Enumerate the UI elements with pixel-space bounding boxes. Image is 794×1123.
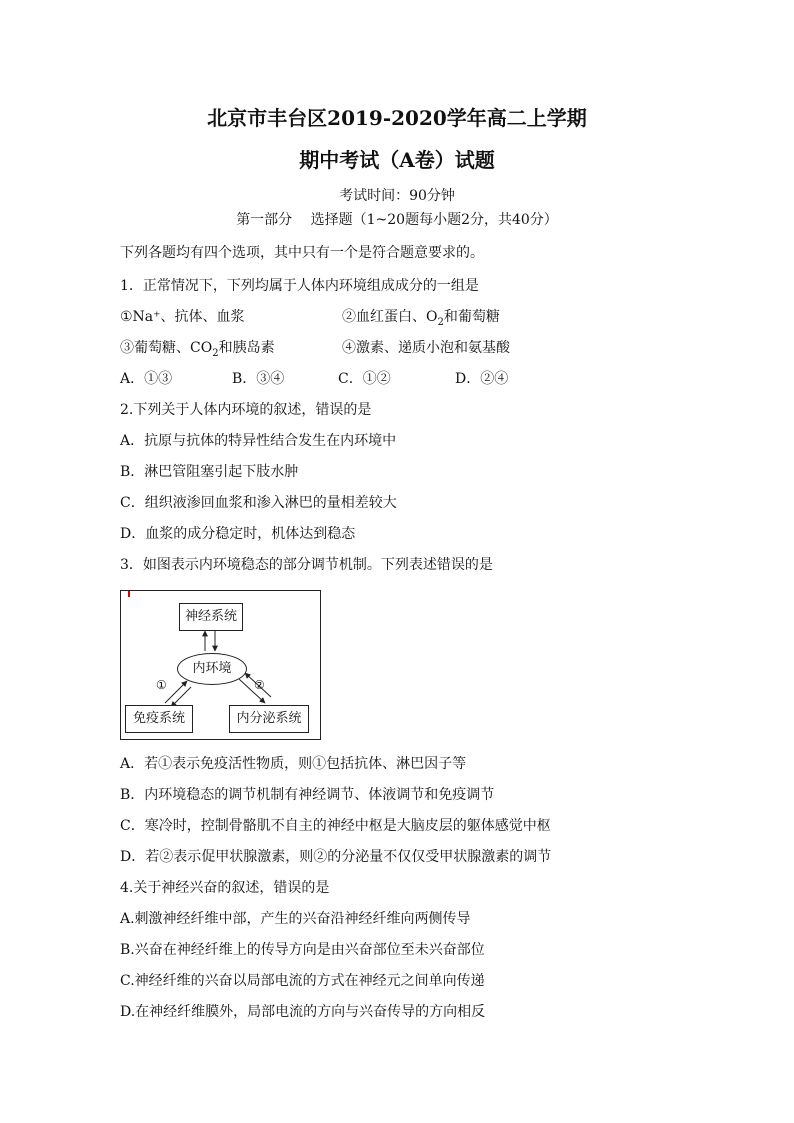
q4-stem: 4.关于神经兴奋的叙述，错误的是 <box>120 880 330 896</box>
q1-option-b: B．③④ <box>232 371 285 387</box>
q3-option-c: C．寒冷时，控制骨骼肌不自主的神经中枢是大脑皮层的躯体感觉中枢 <box>120 818 551 834</box>
q4-option-d: D.在神经纤维膜外，局部电流的方向与兴奋传导的方向相反 <box>120 1004 486 1020</box>
q4-option-a: A.刺激神经纤维中部，产生的兴奋沿神经纤维向两侧传导 <box>120 911 471 927</box>
red-mark <box>128 591 130 597</box>
q1-item-3: ③葡萄糖、$CO_2$和胰岛素 <box>120 340 275 359</box>
q4-option-b: B.兴奋在神经纤维上的传导方向是由兴奋部位至未兴奋部位 <box>120 942 485 958</box>
q1-item-2: ②血红蛋白、$O_2$和葡萄糖 <box>342 309 500 328</box>
section-heading: 第一部分 选择题（1~20题每小题2分，共40分） <box>236 212 558 228</box>
q1-item-4: ④激素、递质小泡和氨基酸 <box>342 340 510 356</box>
q4-option-c: C.神经纤维的兴奋以局部电流的方式在神经元之间单向传递 <box>120 973 485 989</box>
immune-system-box: 免疫系统 <box>125 705 193 733</box>
title-line-1: 北京市丰台区2019-2020学年高二上学期 <box>207 106 587 130</box>
nervous-system-box: 神经系统 <box>179 603 243 631</box>
instructions: 下列各题均有四个选项，其中只有一个是符合题意要求的。 <box>120 245 484 261</box>
q1-stem: 1．正常情况下，下列均属于人体内环境组成成分的一组是 <box>120 278 479 294</box>
q1-item-1: ①Na⁺、抗体、血浆 <box>120 309 245 325</box>
q2-stem: 2.下列关于人体内环境的叙述，错误的是 <box>120 402 372 418</box>
homeostasis-diagram <box>120 590 321 740</box>
q3-option-a: A．若①表示免疫活性物质，则①包括抗体、淋巴因子等 <box>120 756 467 772</box>
q2-option-c: C．组织液渗回血浆和渗入淋巴的量相差较大 <box>120 495 397 511</box>
label-2: ② <box>254 678 265 692</box>
q2-option-d: D．血浆的成分稳定时，机体达到稳态 <box>120 526 356 542</box>
q2-option-a: A．抗原与抗体的特异性结合发生在内环境中 <box>120 433 397 449</box>
q1-option-a: A．①③ <box>120 371 173 387</box>
exam-time: 考试时间：90分钟 <box>339 188 455 204</box>
q3-option-d: D．若②表示促甲状腺激素，则②的分泌量不仅仅受甲状腺激素的调节 <box>120 849 552 865</box>
title-line-2: 期中考试（A卷）试题 <box>299 148 495 172</box>
q2-option-b: B．淋巴管阻塞引起下肢水肿 <box>120 464 299 480</box>
q1-option-d: D．②④ <box>455 371 509 387</box>
q3-stem: 3．如图表示内环境稳态的部分调节机制。下列表述错误的是 <box>120 557 493 573</box>
internal-environment-oval: 内环境 <box>177 653 247 685</box>
q1-option-c: C．①② <box>338 371 391 387</box>
endocrine-system-box: 内分泌系统 <box>229 705 309 733</box>
q3-option-b: B．内环境稳态的调节机制有神经调节、体液调节和免疫调节 <box>120 787 495 803</box>
label-1: ① <box>156 678 167 692</box>
